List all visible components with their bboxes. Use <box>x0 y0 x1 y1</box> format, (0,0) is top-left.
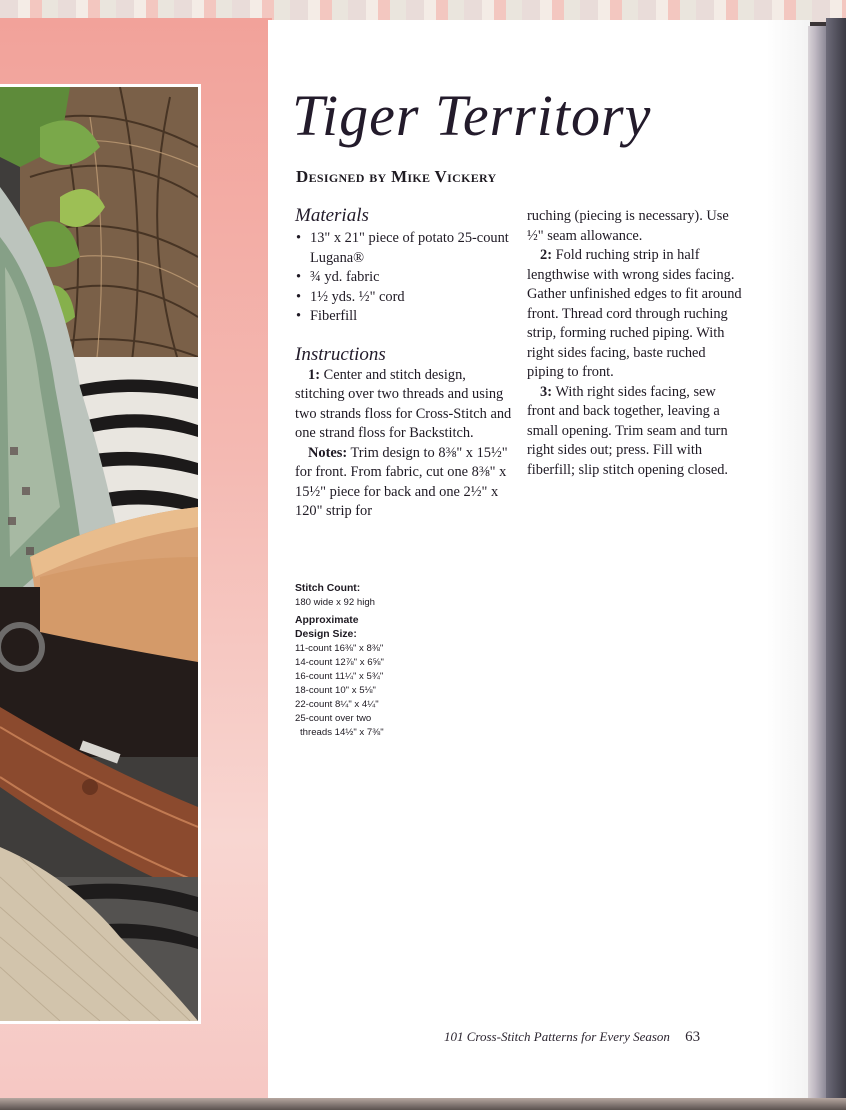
list-item: • 1½ yds. ½" cord <box>295 288 513 308</box>
designer-credit: Designed by Mike Vickery <box>296 167 497 186</box>
book-cover-edge <box>826 18 846 1110</box>
design-size-label-1: Approximate <box>295 615 359 626</box>
publication-title: 101 Cross-Stitch Patterns for Every Season <box>444 1029 670 1044</box>
list-item: • 13" x 21" piece of potato 25-count Lugana® <box>295 229 513 268</box>
instruction-step-1 <box>295 366 513 444</box>
design-size-row: 25-count over two <box>295 713 372 724</box>
page-stack-edge <box>808 26 826 1106</box>
materials-list <box>295 229 513 327</box>
page-number: 63 <box>685 1029 701 1045</box>
design-size-row: 22-count 8¼" x 4¼" <box>295 699 379 710</box>
stitch-info-box <box>295 582 455 740</box>
step-number: 1: <box>308 366 320 383</box>
list-item: • Fiberfill <box>295 307 513 327</box>
instructions-heading: Instructions <box>295 343 386 365</box>
design-size-row: 14-count 12⅞" x 6⅝" <box>295 657 384 668</box>
instruction-step-3 <box>527 383 745 481</box>
photo-illustration <box>0 87 198 1021</box>
step-number: 3: <box>540 383 552 400</box>
design-size-label-2: Design Size: <box>295 629 357 640</box>
step-number: 2: <box>540 247 552 263</box>
page-bottom-edge <box>0 1098 846 1110</box>
design-size-row: threads 14½" x 7⅜" <box>300 727 384 738</box>
design-size-row: 18-count 10" x 5⅛" <box>295 685 376 696</box>
notes-label: Notes: <box>308 444 348 461</box>
materials-heading: Materials <box>295 205 369 226</box>
text-column-right <box>527 207 745 480</box>
list-item: • ¾ yd. fabric <box>295 268 513 288</box>
instruction-step-2 <box>527 246 745 383</box>
notes-text: Trim design to 8⅜" x 15½" for front. From fabric, cut one 8⅜" x 15½" piece for back and one 2½" x 120" strip for <box>295 444 508 519</box>
text-column-left <box>295 205 513 522</box>
stitch-count-label: Stitch Count: <box>295 583 361 594</box>
stitch-count-value: 180 wide x 92 high <box>295 597 376 608</box>
pattern-title: Tiger Territory <box>292 83 652 148</box>
page-footer <box>444 1029 700 1046</box>
notes-paragraph <box>295 444 513 522</box>
design-size-row: 11-count 16⅜" x 8⅜" <box>295 643 384 654</box>
design-size-row: 16-count 11¼" x 5¾" <box>295 671 384 682</box>
notes-continued: ruching (piecing is necessary). Use ½" seam allowance. <box>527 208 729 244</box>
project-photo <box>0 84 201 1024</box>
step-text: With right sides facing, sew front and back together, leaving a small opening. Trim seam and turn right sides out; press. Fill with fiberfill; slip stitch opening closed. <box>527 383 729 478</box>
step-text: Center and stitch design, stitching over two threads and using two strands floss for Cross-Stitch and one strand floss for Backstitch. <box>295 366 512 441</box>
step-text: Fold ruching strip in half lengthwise with wrong sides facing. Gather unfinished edges to fit around front. Thread cord through ruching strip, forming ruched piping. With right sides facing, baste ruched piping to front. <box>527 247 742 380</box>
